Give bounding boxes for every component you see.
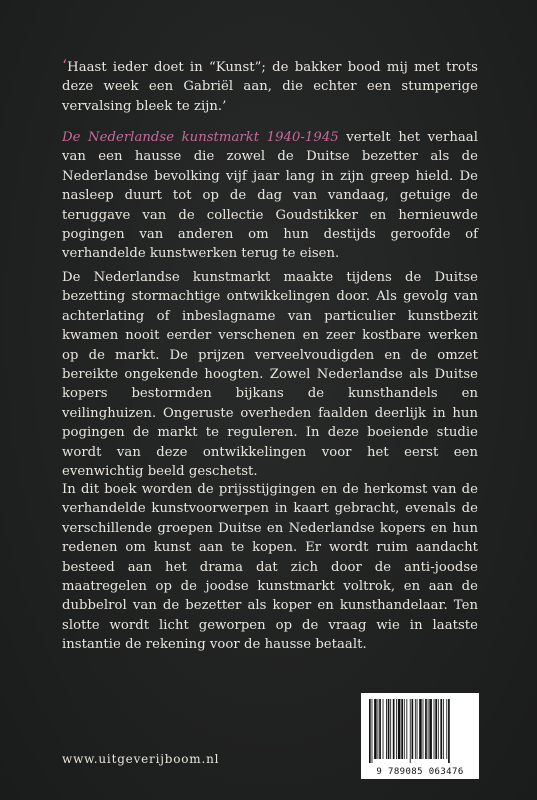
barcode-bars <box>367 699 473 763</box>
barcode-bar <box>415 699 416 759</box>
barcode-bar <box>406 699 407 759</box>
barcode-bar <box>435 699 437 759</box>
barcode-bar <box>401 699 403 759</box>
quote-mark: ‘ <box>62 56 68 75</box>
barcode-bar <box>396 699 397 759</box>
barcode-bar <box>425 699 427 759</box>
barcode-bar <box>443 699 444 759</box>
barcode-bar <box>369 699 371 763</box>
quote-text: Haast ieder doet in “Kunst”; de bakker bood mij met trots deze week een Gabriël aan, die echter een stumperige vervalsing bleek te zijn.’ <box>62 60 478 114</box>
barcode-bar <box>388 699 390 759</box>
barcode-number: 9 789085 063476 <box>376 767 464 777</box>
barcode-bar <box>438 699 439 759</box>
body-paragraph-3: In dit boek worden de prijsstijgingen en de herkomst van de verhandelde kunstvoorwerpen in kaart gebracht, evenals de verschillende groepen Duitse en Nederlandse kopers en hun redenen om kunst aan te kopen. Er wordt ruim aandacht besteed aan het drama dat zich door de anti-joodse maatregelen op de joodse kunstmarkt voltrok, en aan de dubbelrol van de bezetter als koper en kunsthandelaar. Ten slotte wordt licht geworpen op de vraag wie in laatste instantie de rekening voor de hausse betaalt. <box>62 482 478 653</box>
barcode-bar <box>417 699 418 759</box>
barcode-bar <box>374 699 377 759</box>
barcode-bar <box>428 699 429 759</box>
publisher-website: www.uitgeverijboom.nl <box>62 752 220 766</box>
barcode-bar <box>423 699 424 759</box>
barcode-bar <box>386 699 387 759</box>
barcode-bar <box>440 699 442 759</box>
isbn-barcode <box>361 693 479 779</box>
barcode-bar <box>372 699 373 763</box>
barcode-bar <box>379 699 381 759</box>
opening-quote <box>62 56 478 116</box>
barcode-bar <box>446 699 447 759</box>
barcode-bar <box>448 699 450 763</box>
intro-text: vertelt het verhaal van een hausse die zowel de Duitse bezetter als de Nederlandse bevolking vijf jaar lang in zijn greep hield. De nasleep duurt tot op de dag van vandaag, getuige de teruggave van de collectie Goudstikker en hernieuwde pogingen van anderen om hun destijds geroofde of verhandelde kunstwerken terug te eisen. <box>62 130 478 262</box>
barcode-bar <box>404 699 405 759</box>
barcode-bar <box>383 699 384 759</box>
body-paragraph-2: De Nederlandse kunstmarkt maakte tijdens de Duitse bezetting stormachtige ontwikkelingen door. Als gevolg van achterlating of inbeslagname van particulier kunstbezit kwamen nooit eerder verschenen en zeer kostbare werken op de markt. De prijzen verveelvoudigden en de omzet bereikte ongekende hoogten. Zowel Nederlandse als Duitse kopers bestormden bijkans de kunsthandels en veilinghuizen. Ongeruste overheden faalden deerlijk in hun pogingen de markt te reguleren. In deze boeiende studie wordt van deze ontwikkelingen voor het eerst een evenwichtig beeld geschetst. <box>62 270 478 480</box>
barcode-bar <box>398 699 401 759</box>
barcode-bar <box>393 699 395 759</box>
book-title: De Nederlandse kunstmarkt 1940-1945 <box>62 130 339 145</box>
barcode-bar <box>410 699 411 763</box>
barcode-bar <box>412 699 414 759</box>
barcode-bar <box>378 699 379 759</box>
barcode-bar <box>390 699 391 759</box>
barcode-bar <box>429 699 432 759</box>
barcode-bar <box>434 699 435 759</box>
barcode-bar <box>419 699 422 759</box>
intro-paragraph <box>62 128 478 264</box>
